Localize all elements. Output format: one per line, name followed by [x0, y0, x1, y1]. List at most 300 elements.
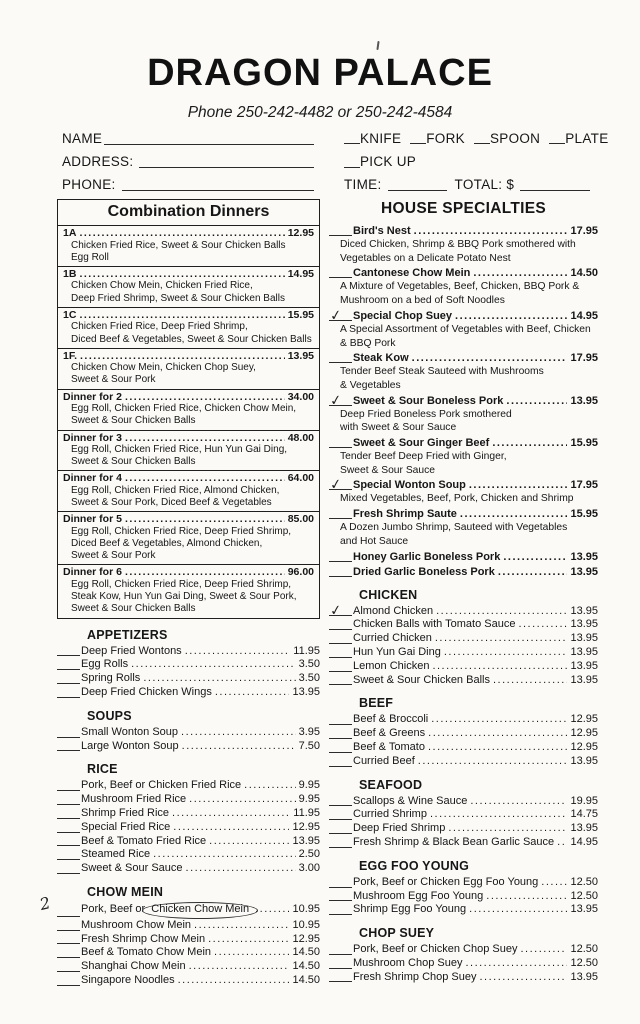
item-name: Sweet & Sour Ginger Beef	[353, 437, 490, 450]
menu-item-row	[63, 391, 314, 404]
address-label: ADDRESS:	[62, 154, 134, 169]
write-in-blank	[329, 885, 352, 888]
item-price: 12.95	[292, 820, 320, 833]
write-in-blank	[57, 941, 80, 944]
dotted-leader	[436, 605, 567, 619]
menu-item-row	[329, 507, 598, 521]
item-name: Deep Fried Shrimp	[353, 822, 446, 835]
menu-section-soups	[57, 709, 320, 754]
spoon-option	[474, 131, 540, 146]
item-name: Almond Chicken	[353, 604, 434, 617]
item-price: 3.50	[298, 658, 320, 671]
plate-option	[549, 131, 608, 146]
item-price: 10.95	[292, 918, 320, 931]
specialty-item	[329, 224, 598, 265]
write-in-blank	[57, 816, 80, 819]
dotted-leader	[185, 645, 291, 659]
combo-dinner-entry	[58, 565, 319, 617]
utensils-row	[344, 131, 609, 147]
item-description: with Sweet & Sour Sauce	[340, 422, 457, 434]
specialty-item	[328, 391, 598, 435]
menu-section-seafood	[329, 778, 598, 850]
item-name: 1C	[63, 308, 77, 321]
item-name: Dinner for 5	[63, 513, 122, 526]
item-name: Small Wonton Soup	[81, 725, 179, 738]
item-price: 64.00	[287, 472, 314, 485]
write-in-blank	[329, 516, 352, 519]
dotted-leader	[432, 660, 567, 674]
menu-item-row	[57, 793, 320, 807]
write-in-blank	[329, 750, 352, 753]
item-name: Dinner for 6	[63, 566, 122, 579]
dotted-leader	[189, 960, 290, 974]
dotted-leader	[173, 821, 289, 835]
write-in-blank	[57, 928, 80, 931]
write-in-blank	[57, 681, 80, 684]
dotted-leader	[498, 565, 568, 579]
item-name: Fresh Shrimp & Black Bean Garlic Sauce	[353, 835, 555, 848]
item-name: Mushroom Chop Suey	[353, 956, 463, 969]
item-price: 13.95	[570, 565, 598, 578]
item-description: Chicken Chow Mein, Chicken Fried Rice,	[71, 280, 253, 292]
dotted-leader	[125, 472, 285, 485]
item-price: 15.95	[570, 508, 598, 521]
dotted-leader	[414, 224, 568, 238]
menu-section-egg-foo-young	[329, 859, 598, 917]
item-description: A Dozen Jumbo Shrimp, Sauteed with Vegetables	[340, 522, 568, 534]
item-description: Diced Chicken, Shrimp & BBQ Pork smothered with	[340, 239, 576, 250]
item-price: 13.95	[570, 822, 598, 835]
menu-item-row	[329, 224, 598, 238]
combination-dinners-box	[57, 199, 320, 619]
write-in-blank	[329, 979, 352, 982]
item-price: 12.50	[570, 889, 598, 902]
dotted-leader	[125, 432, 285, 445]
item-description: Tender Beef Steak Sauteed with Mushrooms	[340, 366, 544, 378]
item-price: 13.95	[570, 550, 598, 563]
write-in-blank	[57, 871, 80, 874]
fork-option	[410, 131, 465, 146]
menu-item-row	[329, 436, 598, 450]
dotted-leader	[209, 835, 289, 849]
item-price: 96.00	[287, 566, 314, 579]
dotted-leader	[80, 350, 285, 363]
dotted-leader	[473, 266, 567, 280]
write-in-blank	[329, 722, 352, 725]
write-in-blank	[57, 830, 80, 833]
item-description: Egg Roll, Chicken Fried Rice, Deep Fried Shrimp,	[71, 578, 292, 590]
item-price: 13.95	[292, 834, 320, 847]
item-price: 13.95	[570, 645, 598, 658]
item-name: Beef & Tomato Chow Mein	[81, 946, 212, 959]
item-price: 10.95	[292, 902, 320, 915]
combination-dinners-list	[58, 226, 319, 618]
item-name: Shrimp Fried Rice	[81, 806, 170, 819]
dotted-leader	[181, 726, 296, 740]
write-in-blank	[329, 845, 352, 848]
dotted-leader	[492, 436, 567, 450]
item-price: 14.50	[292, 946, 320, 959]
dotted-leader	[465, 957, 567, 971]
item-description: Egg Roll, Chicken Fried Rice, Deep Fried Shrimp,	[71, 525, 292, 537]
write-in-blank	[329, 764, 352, 767]
dotted-leader	[448, 822, 567, 836]
item-price: 14.50	[292, 973, 320, 986]
item-name: Pork, Beef or Chicken Chop Suey	[353, 943, 518, 956]
dotted-leader	[435, 632, 568, 646]
item-description: Diced Beef & Vegetables, Almond Chicken,	[71, 538, 263, 550]
item-price: 15.95	[570, 437, 598, 450]
dotted-leader	[428, 741, 568, 755]
item-price: 12.95	[570, 713, 598, 726]
house-specialties-list	[329, 224, 598, 579]
dotted-leader	[186, 862, 296, 876]
write-in-blank	[57, 735, 80, 738]
menu-item-row	[329, 808, 598, 822]
handwritten-checkmark: ✓	[328, 602, 343, 621]
item-price: 13.95	[570, 970, 598, 983]
menu-section-appetizers	[57, 628, 320, 700]
write-in-blank	[57, 857, 80, 860]
item-price: 11.95	[293, 806, 320, 819]
phone-fill-line	[122, 188, 314, 191]
item-price: 17.95	[570, 479, 598, 492]
item-name: Beef & Tomato Fried Rice	[81, 834, 207, 847]
item-price: 12.95	[292, 932, 320, 945]
write-in-blank	[328, 391, 352, 410]
name-fill-line	[104, 142, 314, 145]
item-price: 12.95	[570, 727, 598, 740]
item-name: Deep Fried Chicken Wings	[81, 685, 212, 698]
item-price: 13.95	[570, 754, 598, 767]
item-price: 13.95	[570, 673, 598, 686]
dotted-leader	[541, 876, 567, 890]
handwritten-checkmark: ✓	[328, 391, 343, 410]
item-name: Sweet & Sour Boneless Pork	[353, 394, 504, 407]
menu-item-row	[63, 350, 314, 363]
dotted-leader	[480, 971, 568, 985]
menu-item-row	[57, 645, 320, 659]
menu-item-row	[329, 565, 598, 579]
right-column	[329, 199, 598, 984]
write-in-blank	[57, 653, 80, 656]
write-in-blank	[329, 682, 352, 685]
item-price: 3.00	[298, 862, 320, 875]
menu-item-row	[57, 821, 320, 835]
menu-item-row	[63, 309, 314, 322]
specialty-item	[329, 309, 598, 350]
item-description: Sweet & Sour Chicken Balls	[71, 456, 196, 468]
item-name: Dried Garlic Boneless Pork	[353, 565, 495, 578]
write-in-blank	[329, 275, 352, 278]
menu-item-row	[328, 602, 598, 621]
write-in-blank	[328, 476, 352, 495]
section-title: SOUPS	[87, 708, 132, 723]
total-fill-line	[520, 188, 590, 191]
time-total-row	[344, 177, 590, 193]
item-name: Large Wonton Soup	[81, 739, 179, 752]
handwritten-circle: Chicken Chow Mein	[142, 902, 258, 919]
item-name: Shanghai Chow Mein	[81, 960, 186, 973]
dotted-leader	[153, 848, 295, 862]
menu-item-row	[329, 890, 598, 904]
combo-dinner-entry	[58, 471, 319, 512]
write-in-blank	[329, 233, 352, 236]
item-price: 13.95	[570, 394, 598, 407]
menu-item-row	[329, 266, 598, 280]
combo-dinner-entry	[58, 226, 319, 267]
item-name: Curried Shrimp	[353, 808, 427, 821]
item-description: A Special Assortment of Vegetables with Beef, Chicken	[340, 323, 591, 335]
item-name: Cantonese Chow Mein	[353, 267, 471, 280]
write-in-blank	[57, 914, 80, 917]
write-in-blank	[328, 602, 352, 621]
menu-item-row	[329, 727, 598, 741]
dotted-leader	[412, 351, 568, 365]
item-name: Beef & Tomato	[353, 740, 425, 753]
menu-item-row	[57, 658, 320, 672]
right-menu-sections	[329, 588, 598, 985]
write-in-blank	[57, 748, 80, 751]
dotted-leader	[79, 268, 284, 281]
dotted-leader	[486, 890, 567, 904]
specialty-item	[329, 565, 598, 579]
item-price: 13.95	[570, 618, 598, 631]
item-name: Beef & Greens	[353, 727, 426, 740]
item-name: Curried Beef	[353, 754, 415, 767]
dotted-leader	[194, 919, 289, 933]
item-name: Spring Rolls	[81, 672, 141, 685]
item-name: Dinner for 4	[63, 472, 122, 485]
item-name: Dinner for 2	[63, 390, 122, 403]
item-price: 13.95	[570, 604, 598, 617]
item-name: Pork, Beef or Chicken Fried Rice	[81, 779, 242, 792]
item-name: Steamed Rice	[81, 848, 151, 861]
item-price: 14.75	[570, 808, 598, 821]
item-name: Lemon Chicken	[353, 659, 430, 672]
menu-section-chicken	[329, 588, 598, 688]
menu-section-beef	[329, 696, 598, 768]
left-menu-sections	[37, 627, 320, 988]
dotted-leader	[469, 903, 567, 917]
item-name: Fresh Shrimp Saute	[353, 508, 457, 521]
item-price: 14.95	[287, 267, 314, 280]
menu-item-row	[329, 351, 598, 365]
menu-section-chop-suey	[329, 926, 598, 984]
menu-item-row	[329, 741, 598, 755]
item-description: Steak Kow, Hun Yun Gai Ding, Sweet & Sour Pork,	[71, 591, 297, 603]
item-price: 34.00	[287, 390, 314, 403]
dotted-leader	[460, 507, 568, 521]
item-name: Mushroom Egg Foo Young	[353, 889, 484, 902]
item-price: 12.50	[570, 943, 598, 956]
dotted-leader	[125, 566, 285, 579]
handwritten-checkmark: ✓	[328, 476, 343, 495]
menu-item-row	[329, 822, 598, 836]
dotted-leader	[520, 943, 567, 957]
pickup-fill-line	[344, 165, 360, 168]
dotted-leader	[131, 658, 296, 672]
item-price: 13.95	[570, 903, 598, 916]
item-price: 14.95	[570, 835, 598, 848]
menu-item-row	[328, 476, 598, 495]
menu-item-row	[329, 836, 598, 850]
write-in-blank	[329, 627, 352, 630]
item-price: 11.95	[293, 644, 320, 657]
left-column	[37, 199, 320, 988]
write-in-blank	[329, 817, 352, 820]
item-name: Beef & Broccoli	[353, 713, 429, 726]
write-in-blank	[57, 802, 80, 805]
item-description: Sweet & Sour Pork	[71, 374, 156, 386]
item-name: Special Fried Rice	[81, 820, 171, 833]
menu-item-row	[329, 618, 598, 632]
combo-dinner-entry	[58, 308, 319, 349]
section-title: APPETIZERS	[87, 627, 168, 642]
write-in-blank	[57, 788, 80, 791]
write-in-blank	[329, 736, 352, 739]
menu-item-row	[329, 646, 598, 660]
item-name: Hun Yun Gai Ding	[353, 645, 441, 658]
customer-info-form	[62, 131, 314, 200]
section-title: CHOP SUEY	[359, 926, 435, 941]
menu-item-row	[57, 740, 320, 754]
specialty-item	[329, 507, 598, 548]
item-price: 3.95	[298, 725, 320, 738]
menu-item-row	[328, 391, 598, 410]
name-row	[62, 131, 314, 147]
item-name: Deep Fried Wontons	[81, 644, 182, 657]
order-options-form	[344, 131, 609, 200]
section-title: SEAFOOD	[359, 777, 423, 792]
menu-item-row	[57, 672, 320, 686]
dotted-leader	[143, 672, 295, 686]
menu-item-row	[329, 550, 598, 564]
item-description: & Vegetables	[340, 379, 401, 391]
menu-item-row	[63, 227, 314, 240]
item-price: 48.00	[287, 431, 314, 444]
menu-item-row	[329, 674, 598, 688]
menu-item-row	[63, 432, 314, 445]
spoon-label: SPOON	[489, 131, 541, 146]
dotted-leader	[431, 713, 567, 727]
menu-item-row	[329, 713, 598, 727]
combo-dinner-entry	[58, 431, 319, 472]
dotted-leader	[208, 933, 289, 947]
item-name: Fresh Shrimp Chop Suey	[353, 970, 477, 983]
dotted-leader	[444, 646, 568, 660]
dotted-leader	[255, 903, 289, 917]
specialty-item	[329, 351, 598, 392]
section-title: CHICKEN	[359, 587, 418, 602]
item-name: 1A	[63, 227, 77, 239]
menu-item-row	[57, 726, 320, 740]
item-description: & BBQ Pork	[340, 337, 396, 349]
menu-section-rice	[57, 762, 320, 876]
handwritten-checkmark: ✓	[328, 307, 343, 325]
section-title: RICE	[87, 762, 118, 777]
item-name: Special Chop Suey	[353, 309, 453, 322]
write-in-blank	[329, 559, 352, 562]
menu-item-row	[57, 919, 320, 933]
menu-item-row	[37, 892, 320, 919]
menu-item-row	[329, 795, 598, 809]
restaurant-name: DRAGON PALACE	[147, 52, 493, 94]
knife-label: KNIFE	[360, 131, 402, 146]
item-name: Pork, Beef or Chicken Egg Foo Young	[353, 875, 539, 888]
dotted-leader	[428, 727, 567, 741]
write-in-blank	[57, 695, 80, 698]
write-in-blank	[329, 445, 352, 448]
menu-item-row	[57, 848, 320, 862]
menu-section-chow-mein	[37, 884, 320, 988]
time-label: TIME:	[344, 177, 382, 192]
item-name: 1F.	[63, 349, 78, 362]
dotted-leader	[79, 227, 284, 240]
item-price: 17.95	[570, 352, 598, 365]
item-description: Diced Beef & Vegetables, Sweet & Sour Chicken Balls	[71, 333, 312, 345]
menu-item-row	[57, 835, 320, 849]
item-name: Pork, Beef or Chicken Chow Mein	[81, 902, 252, 919]
knife-option	[344, 131, 401, 146]
dotted-leader	[172, 807, 290, 821]
total-label: TOTAL: $	[454, 177, 515, 192]
item-description: Vegetables on a Delicate Potato Nest	[340, 252, 511, 264]
item-description: Deep Fried Boneless Pork smothered	[340, 408, 512, 420]
item-name: Mushroom Chow Mein	[81, 918, 192, 931]
menu-item-row	[329, 957, 598, 971]
dotted-leader	[455, 309, 567, 323]
combo-dinner-entry	[58, 390, 319, 431]
scan-artifact	[376, 41, 379, 50]
item-price: 14.95	[570, 309, 598, 322]
item-price: 13.95	[287, 349, 314, 362]
phone-line: Phone 250-242-4482 or 250-242-4584	[187, 104, 453, 121]
item-price: 7.50	[298, 739, 320, 752]
item-name: Shrimp Egg Foo Young	[353, 903, 467, 916]
item-description: Egg Roll, Chicken Fried Rice, Almond Chicken,	[71, 484, 280, 496]
item-price: 15.95	[287, 308, 314, 321]
menu-item-row	[57, 862, 320, 876]
item-description: Sweet & Sour Chicken Balls	[71, 415, 196, 427]
write-in-blank	[57, 667, 80, 670]
item-description: Chicken Chow Mein, Chicken Chop Suey,	[71, 362, 256, 374]
address-fill-line	[139, 165, 314, 168]
write-in-blank	[329, 574, 352, 577]
write-in-blank	[329, 898, 352, 901]
spoon-fill-line	[474, 141, 490, 144]
write-in-blank	[329, 966, 352, 969]
dotted-leader	[470, 795, 567, 809]
item-description: Mixed Vegetables, Beef, Pork, Chicken and Shrimp	[340, 493, 574, 505]
plate-label: PLATE	[565, 131, 609, 146]
name-label: NAME	[62, 131, 103, 146]
item-description: Sweet & Sour Pork	[71, 550, 156, 562]
item-price: 12.95	[570, 740, 598, 753]
item-name: Dinner for 3	[63, 431, 122, 444]
menu-item-row	[63, 472, 314, 485]
item-name: Singapore Noodles	[81, 973, 175, 986]
dotted-leader	[518, 618, 567, 632]
item-price: 12.95	[287, 227, 314, 239]
item-name: 1B	[63, 267, 77, 280]
item-name: Special Wonton Soup	[353, 479, 466, 492]
dotted-leader	[178, 974, 290, 988]
combo-dinner-entry	[58, 349, 319, 390]
dotted-leader	[125, 513, 285, 526]
item-description: A Mixture of Vegetables, Beef, Chicken, BBQ Pork &	[340, 281, 580, 293]
dotted-leader	[430, 808, 568, 822]
